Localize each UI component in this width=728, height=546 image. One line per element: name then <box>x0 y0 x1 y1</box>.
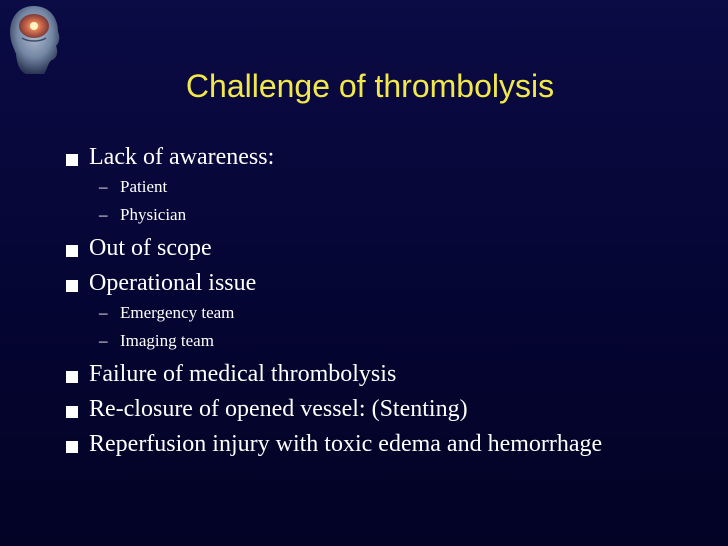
bullet-text: Operational issue <box>89 270 257 296</box>
sub-item <box>62 327 622 355</box>
sub-item <box>62 299 622 327</box>
dash-marker: – <box>99 205 108 224</box>
square-bullet-icon <box>66 280 78 292</box>
sub-item <box>62 173 622 201</box>
bullet-list <box>62 142 622 460</box>
bullet-text: Lack of awareness: <box>89 144 275 170</box>
sub-item-text: Patient <box>120 177 168 196</box>
sublist-container <box>62 299 622 355</box>
bullet-item <box>62 394 622 425</box>
bullet-text: Failure of medical thrombolysis <box>89 361 397 387</box>
bullet-item <box>62 233 622 264</box>
bullet-item <box>62 142 622 173</box>
slide-title: Challenge of thrombolysis <box>185 68 555 104</box>
sub-item <box>62 201 622 229</box>
dash-marker: – <box>99 177 108 196</box>
sub-item-text: Emergency team <box>120 303 235 322</box>
sub-item-text: Physician <box>120 205 187 224</box>
bullet-item <box>62 359 622 390</box>
square-bullet-icon <box>66 441 78 453</box>
square-bullet-icon <box>66 406 78 418</box>
bullet-text: Re-closure of opened vessel: (Stenting) <box>89 396 468 422</box>
sublist <box>62 173 622 229</box>
square-bullet-icon <box>66 154 78 166</box>
bullet-item <box>62 268 622 299</box>
square-bullet-icon <box>66 371 78 383</box>
bullet-item <box>62 429 622 460</box>
bullet-text: Reperfusion injury with toxic edema and hemorrhage <box>89 431 603 457</box>
sublist <box>62 299 622 355</box>
dash-marker: – <box>99 303 108 322</box>
bullet-text: Out of scope <box>89 235 212 261</box>
dash-marker: – <box>99 331 108 350</box>
sublist-container <box>62 173 622 229</box>
square-bullet-icon <box>66 245 78 257</box>
sub-item-text: Imaging team <box>120 331 214 350</box>
